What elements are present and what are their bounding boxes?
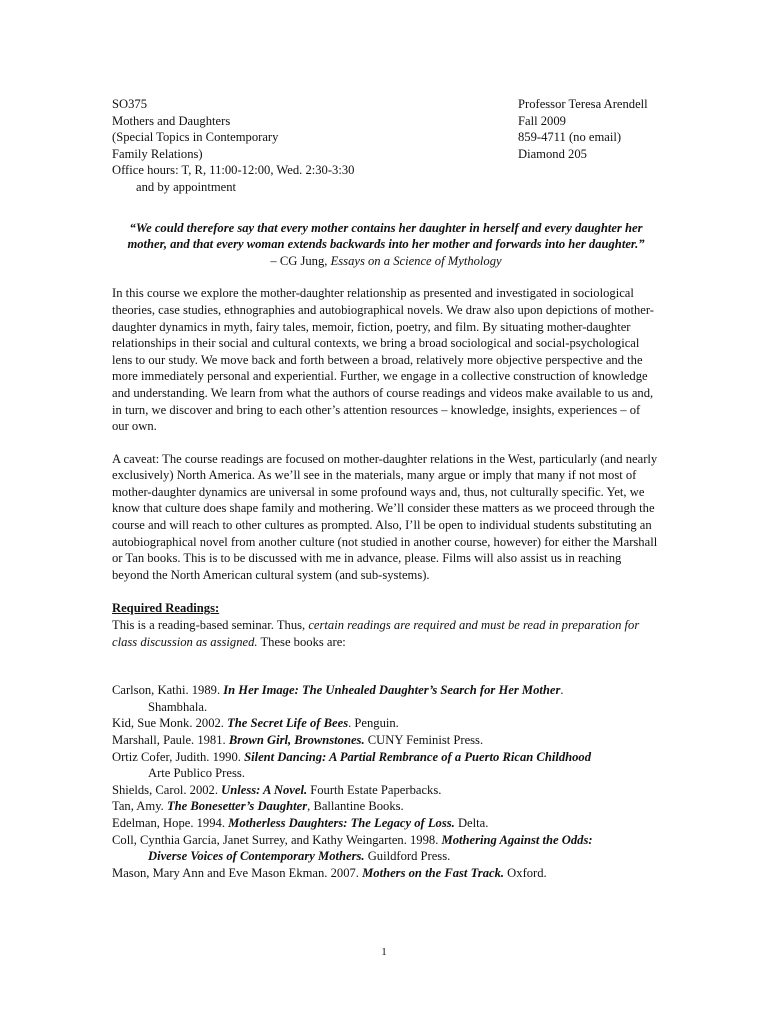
- required-readings-colon: :: [214, 601, 220, 616]
- reading-item: [112, 865, 660, 882]
- ref-title: Motherless Daughters: The Legacy of Loss.: [228, 815, 455, 830]
- ref-continuation: Arte Publico Press.: [148, 766, 245, 781]
- required-readings-intro: [112, 617, 660, 650]
- course-info: [112, 96, 492, 196]
- attribution-author: – CG Jung,: [270, 253, 331, 268]
- ref-author: Ortiz Cofer, Judith. 1990.: [112, 749, 245, 764]
- syllabus-page: [112, 96, 660, 881]
- ref-after: Fourth Estate Paperbacks.: [307, 782, 442, 797]
- intro-end: These books are:: [257, 634, 346, 649]
- course-subtitle-1: (Special Topics in Contemporary: [112, 130, 279, 145]
- term: Fall 2009: [518, 113, 566, 128]
- ref-author: Tan, Amy.: [112, 799, 167, 814]
- intro-italic: certain readings are required and must be read in preparation for class discussion as assigned.: [112, 618, 640, 649]
- ref-title: Silent Dancing: A Partial Rembrance of a Puerto Rican Childhood: [244, 749, 592, 764]
- course-subtitle-2: Family Relations): [112, 146, 203, 161]
- epigraph-attribution: [124, 253, 648, 270]
- course-header: [112, 96, 660, 196]
- required-readings-heading: [112, 600, 660, 617]
- ref-author: Shields, Carol. 2002.: [112, 782, 222, 797]
- phone: 859-4711 (no email): [518, 130, 622, 145]
- ref-title-continued: Diverse Voices of Contemporary Mothers.: [148, 849, 365, 864]
- ref-author: Edelman, Hope. 1994.: [112, 815, 229, 830]
- reading-item: [112, 798, 660, 815]
- ref-title: Mothers on the Fast Track.: [362, 865, 505, 880]
- intro-plain: This is a reading-based seminar. Thus,: [112, 618, 309, 633]
- ref-continuation: [112, 848, 660, 865]
- ref-after: Oxford.: [504, 865, 547, 880]
- ref-title: The Bonesetter’s Daughter: [166, 799, 308, 814]
- reading-list: [112, 682, 660, 881]
- epigraph: [112, 220, 660, 270]
- ref-author: Carlson, Kathi. 1989.: [112, 683, 224, 698]
- ref-continuation: Shambhala.: [148, 699, 208, 714]
- course-code: SO375: [112, 97, 147, 111]
- ref-publisher: Guildford Press.: [364, 849, 451, 864]
- ref-author: Kid, Sue Monk. 2002.: [112, 716, 228, 731]
- instructor-name: Professor Teresa Arendell: [518, 97, 648, 111]
- page-number: 1: [381, 946, 387, 958]
- ref-author: Coll, Cynthia Garcia, Janet Surrey, and Kathy Weingarten. 1998.: [112, 832, 442, 847]
- reading-item: [112, 749, 660, 782]
- office-hours-appointment: and by appointment: [136, 179, 237, 194]
- ref-author: Mason, Mary Ann and Eve Mason Ekman. 2007.: [112, 865, 363, 880]
- caveat-paragraph: A caveat: The course readings are focused on mother-daughter relations in the West, particularly (and nearly exclusively) North America. As we’ll see in the materials, many argue or imply that many if not most of mother-daughter dynamics are universal in some profound ways and, thus, not culturally specific. Yet, we know that culture does shape family and mothering. We’ll consider these matters as we proceed through the course and will reach to other cultures as prompted. Also, I’ll be open to individual students substituting an autobiographical novel from another culture (not studied in another course, however) for either the Marshall or Tan books. This is to be discussed with me in advance, please. Films will also assist us in reaching beyond the North American cultural system (and sub-systems).: [112, 451, 658, 582]
- epigraph-quote: “We could therefore say that every mother contains her daughter in herself and every daughter her mother, and that every woman extends backwards into her mother and forwards into her daughter.”: [127, 220, 645, 252]
- reading-item: [112, 682, 660, 715]
- ref-title: The Secret Life of Bees: [227, 716, 349, 731]
- course-title: Mothers and Daughters: [112, 113, 231, 128]
- ref-title: Brown Girl, Brownstones.: [228, 733, 365, 747]
- ref-title: Unless: A Novel.: [221, 782, 308, 797]
- ref-title: Mothering Against the Odds:: [441, 832, 593, 847]
- ref-after: CUNY Feminist Press.: [364, 733, 484, 747]
- attribution-work: Essays on a Science of Mythology: [330, 253, 502, 268]
- office-location: Diamond 205: [518, 146, 587, 161]
- office-hours: Office hours: T, R, 11:00-12:00, Wed. 2:30-3:30: [112, 163, 355, 178]
- intro-paragraph: In this course we explore the mother-daughter relationship as presented and investigated in sociological theories, case studies, ethnographies and autobiographical novels. We draw also upon depictions of mother-daughter dynamics in myth, fairy tales, memoir, fiction, poetry, and film. By situating mother-daughter relationships in their social and cultural contexts, we bring a broad sociological and social-psychological lens to our study. We move back and forth between a broad, relatively more objective perspective and the more immediately personal and experiential. Further, we engage in a collective construction of knowledge and understanding. We learn from what the authors of course readings and videos make available to us and, in turn, we discover and bring to each other’s attention resources – knowledge, insights, experiences – of our own.: [112, 286, 654, 434]
- reading-item: [112, 732, 660, 749]
- required-readings-title: Required Readings: [112, 601, 215, 616]
- reading-item: [112, 782, 660, 799]
- ref-title: In Her Image: The Unhealed Daughter’s Search for Her Mother: [223, 683, 561, 698]
- ref-author: Marshall, Paule. 1981.: [112, 733, 229, 747]
- ref-after: . Penguin.: [348, 716, 399, 731]
- instructor-info: [518, 96, 660, 196]
- ref-after: , Ballantine Books.: [307, 799, 404, 814]
- ref-after: Delta.: [454, 815, 489, 830]
- reading-item: [112, 715, 660, 732]
- reading-item: [112, 832, 660, 865]
- ref-after: .: [560, 683, 564, 698]
- reading-item: [112, 815, 660, 832]
